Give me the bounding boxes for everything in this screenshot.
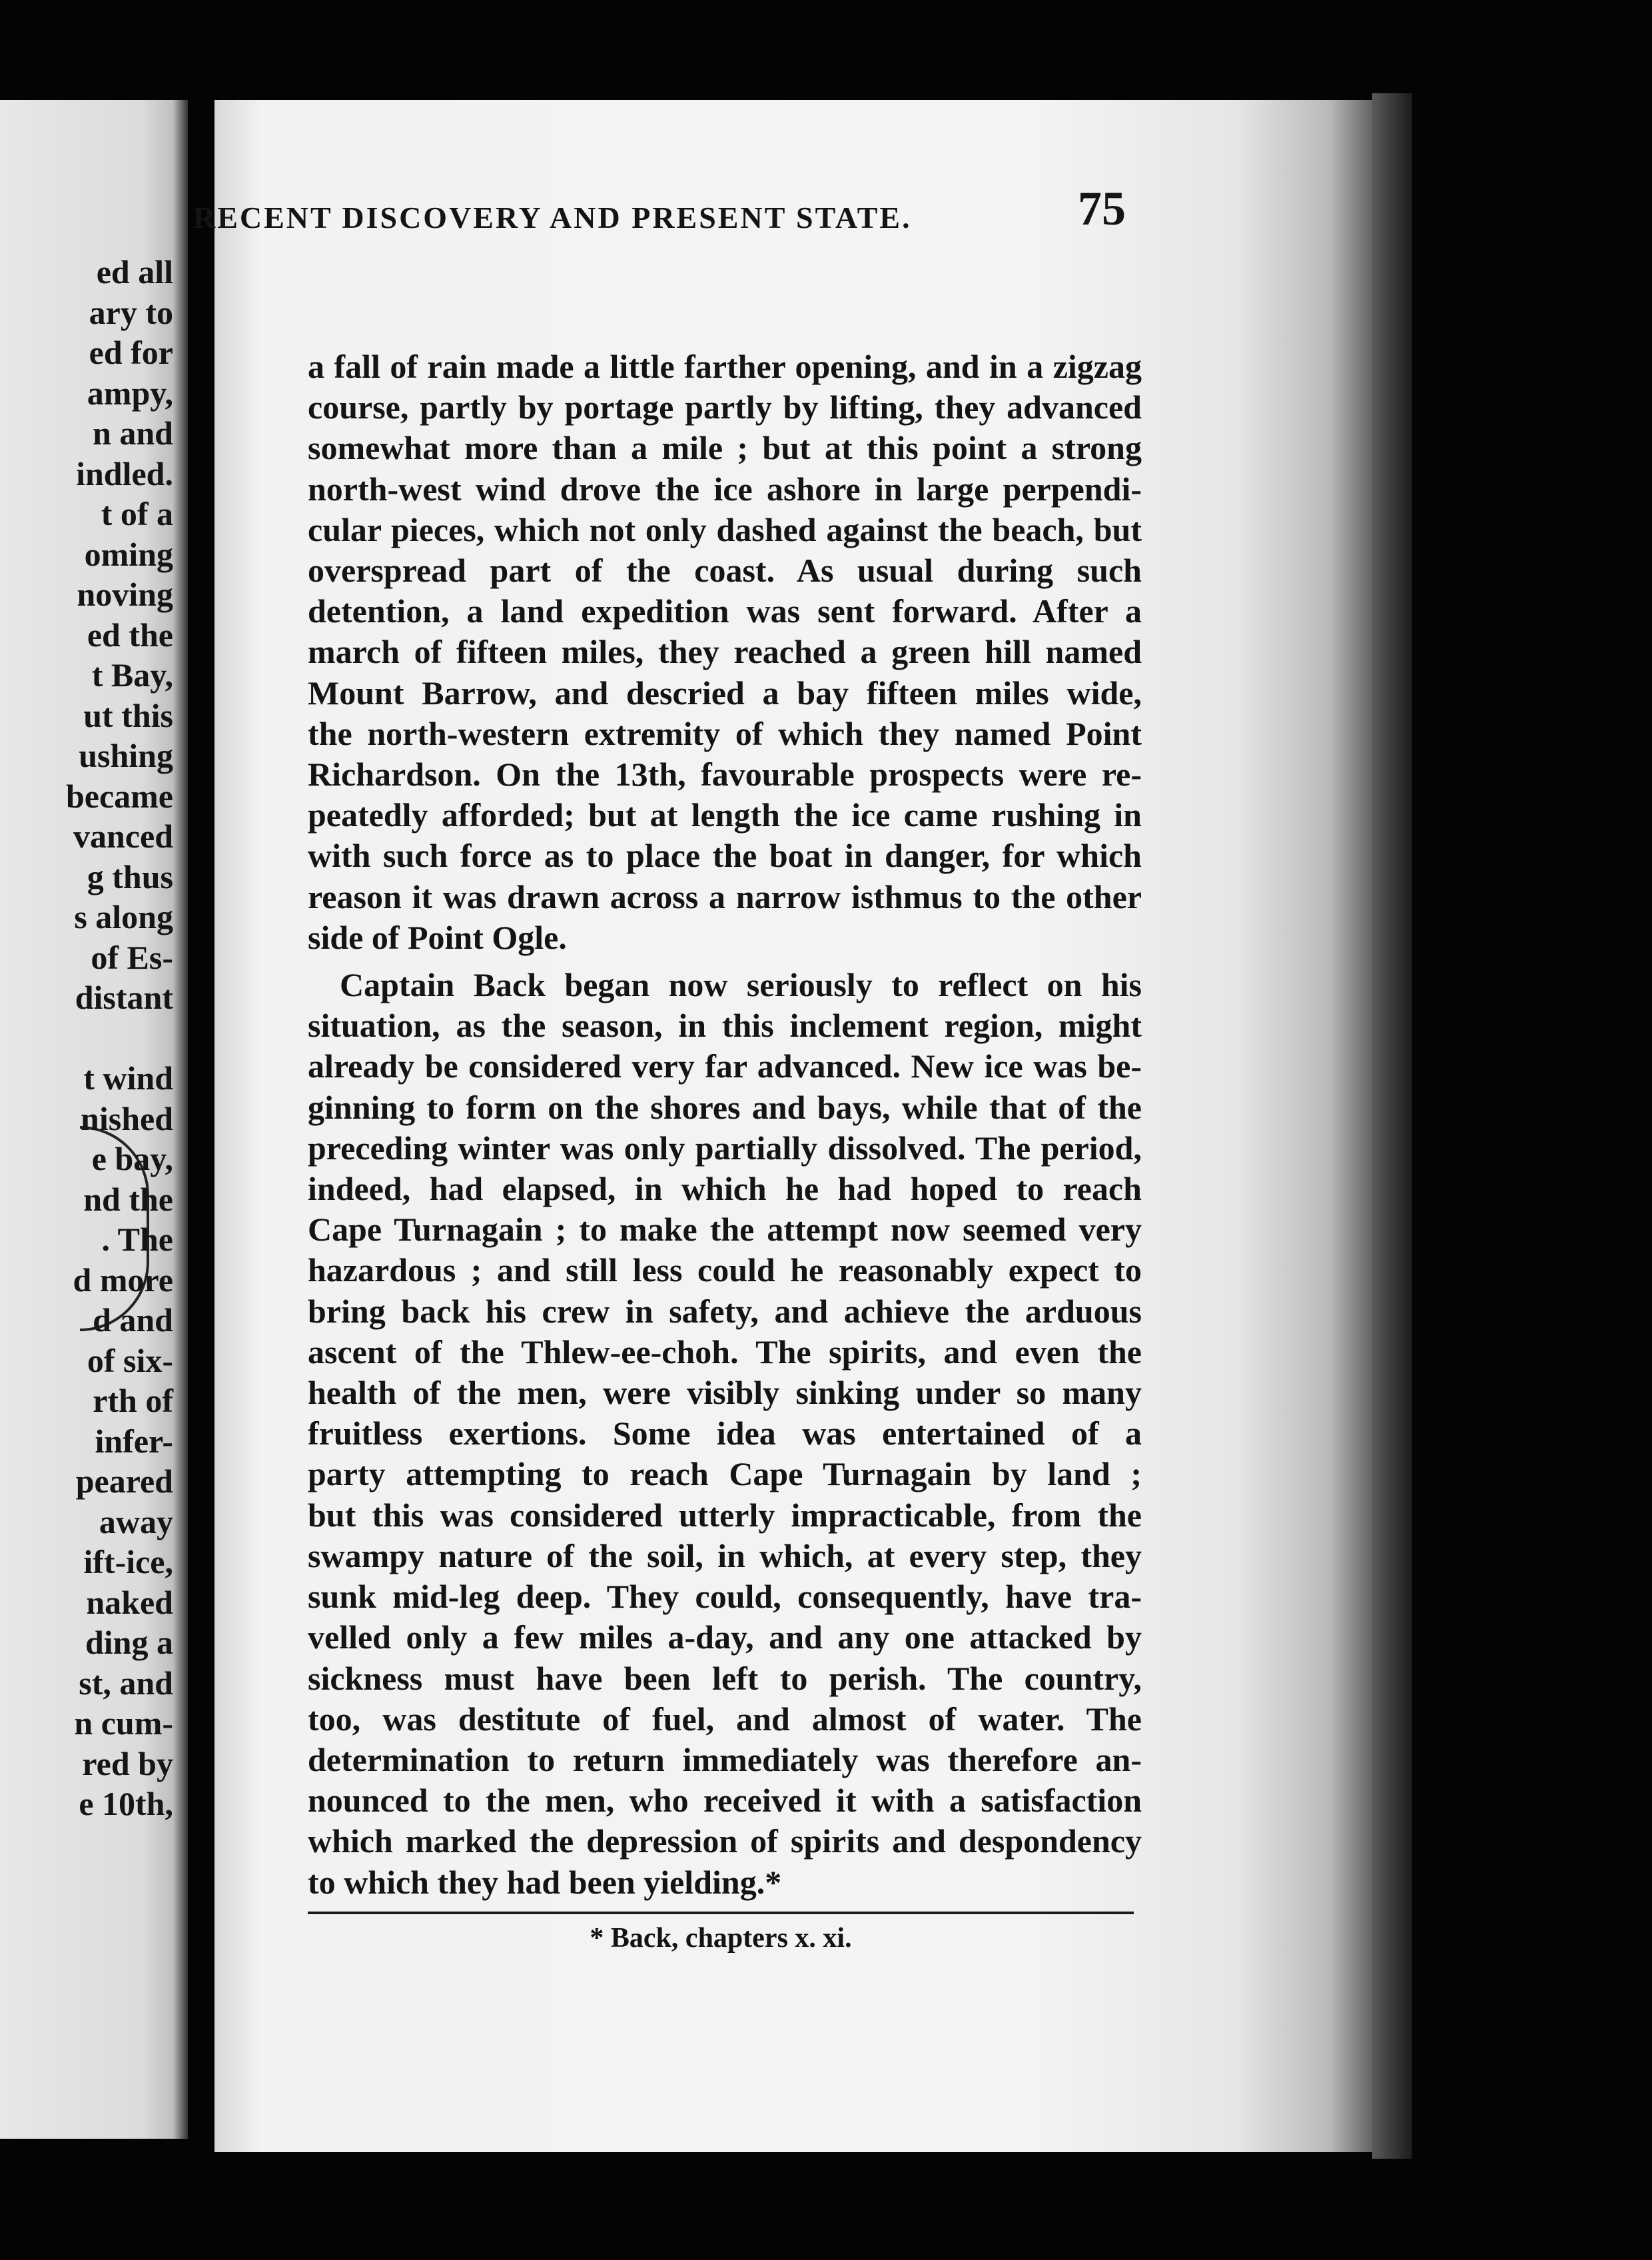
text-line: velled only a few miles a-day, and any one attacked by bbox=[308, 1618, 1142, 1656]
left-page-fragment: ed the bbox=[87, 616, 173, 654]
left-page-fragment: ed for bbox=[89, 334, 173, 371]
left-page-fragment: g thus bbox=[87, 857, 173, 895]
left-page-fragment: st, and bbox=[79, 1664, 173, 1702]
text-line: somewhat more than a mile ; but at this point a strong bbox=[308, 429, 1142, 467]
running-head: RECENT DISCOVERY AND PRESENT STATE. bbox=[193, 201, 912, 235]
text-line: detention, a land expedition was sent forward. After a bbox=[308, 592, 1142, 630]
text-line: hazardous ; and still less could he reasonably expect to bbox=[308, 1251, 1142, 1289]
text-line: which marked the depression of spirits and despondency bbox=[308, 1822, 1142, 1860]
text-line: march of fifteen miles, they reached a green hill named bbox=[308, 633, 1142, 671]
text-line: sickness must have been left to perish. The country, bbox=[308, 1659, 1142, 1697]
left-page-fragment: d and bbox=[93, 1301, 173, 1339]
left-page-fragment: . The bbox=[101, 1221, 173, 1258]
left-page-fragment: red by bbox=[82, 1744, 173, 1782]
left-facing-page bbox=[0, 100, 188, 2139]
left-page-fragment: t of a bbox=[101, 495, 173, 532]
text-line: but this was considered utterly impracticable, from the bbox=[308, 1496, 1142, 1534]
paragraph-1 bbox=[308, 346, 1142, 958]
left-page-fragment: ed all bbox=[96, 253, 173, 290]
left-page-fragment: e bay, bbox=[91, 1140, 173, 1177]
left-page-fragment: n and bbox=[93, 414, 173, 452]
left-page-fragment: ary to bbox=[89, 293, 173, 331]
left-page-fragment: of Es- bbox=[91, 938, 173, 976]
left-page-fragment: peared bbox=[75, 1462, 173, 1500]
left-page-fragment: n cum- bbox=[74, 1704, 173, 1742]
text-line: reason it was drawn across a narrow isthmus to the other bbox=[308, 877, 1142, 915]
text-line: fruitless exertions. Some idea was entertained of a bbox=[308, 1414, 1142, 1452]
paragraph-2 bbox=[308, 965, 1142, 1903]
text-line: party attempting to reach Cape Turnagain by land ; bbox=[308, 1455, 1142, 1493]
text-line: with such force as to place the boat in danger, for which bbox=[308, 837, 1142, 875]
left-page-fragment: noving bbox=[77, 576, 173, 613]
text-line: indeed, had elapsed, in which he had hoped to reach bbox=[308, 1170, 1142, 1208]
text-line: situation, as the season, in this inclement region, might bbox=[308, 1007, 1142, 1045]
text-line: nounced to the men, who received it with a satisfaction bbox=[308, 1782, 1142, 1820]
text-line: ascent of the Thlew-ee-choh. The spirits, and even the bbox=[308, 1333, 1142, 1371]
left-page-fragment: ushing bbox=[79, 737, 173, 774]
text-line: peatedly afforded; but at length the ice came rushing in bbox=[308, 796, 1142, 834]
left-page-fragment: ift-ice, bbox=[83, 1543, 173, 1580]
page-number: 75 bbox=[1078, 182, 1126, 235]
text-line: the north-western extremity of which they named Point bbox=[308, 714, 1142, 752]
text-line: course, partly by portage partly by lifting, they advanced bbox=[308, 388, 1142, 426]
left-page-fragment: t Bay, bbox=[91, 656, 173, 694]
text-line: side of Point Ogle. bbox=[308, 918, 567, 956]
left-page-fragment: s along bbox=[74, 898, 173, 935]
left-page-fragment: oming bbox=[84, 535, 173, 573]
text-line: sunk mid-leg deep. They could, consequently, have tra- bbox=[308, 1578, 1142, 1616]
left-page-fragment: rth of bbox=[93, 1382, 173, 1419]
text-line: swampy nature of the soil, in which, at every step, they bbox=[308, 1536, 1142, 1574]
body-text bbox=[308, 346, 1142, 1903]
text-line: preceding winter was only partially dissolved. The period, bbox=[308, 1129, 1142, 1167]
left-page-fragment: nd the bbox=[83, 1180, 173, 1218]
page-header bbox=[193, 181, 1126, 241]
left-page-fragment: ampy, bbox=[87, 374, 173, 412]
left-page-fragment: nished bbox=[81, 1099, 173, 1137]
text-line: Richardson. On the 13th, favourable prospects were re- bbox=[308, 756, 1142, 794]
left-page-fragment: ut this bbox=[83, 696, 173, 734]
text-line: north-west wind drove the ice ashore in large perpendi- bbox=[308, 470, 1142, 508]
text-line: already be considered very far advanced. New ice was be- bbox=[308, 1047, 1142, 1085]
text-line: Mount Barrow, and descried a bay fifteen miles wide, bbox=[308, 674, 1142, 712]
text-line: a fall of rain made a little farther opening, and in a zigzag bbox=[308, 348, 1142, 385]
book-spine-edge bbox=[1372, 93, 1412, 2159]
text-line: determination to return immediately was therefore an- bbox=[308, 1740, 1142, 1778]
left-page-fragment: vanced bbox=[73, 818, 173, 855]
left-page-fragment: indled. bbox=[76, 454, 173, 492]
text-line: Captain Back began now seriously to reflect on his bbox=[340, 966, 1142, 1004]
left-page-fragment: ding a bbox=[85, 1624, 173, 1661]
left-page-fragment: became bbox=[65, 777, 173, 815]
left-page-fragment: d more bbox=[73, 1261, 173, 1299]
footnote: * Back, chapters x. xi. bbox=[590, 1923, 852, 1954]
text-line: ginning to form on the shores and bays, while that of the bbox=[308, 1088, 1142, 1126]
left-page-fragment: naked bbox=[86, 1583, 173, 1621]
left-page-fragment: infer- bbox=[95, 1422, 173, 1460]
text-line: to which they had been yielding.* bbox=[308, 1863, 782, 1901]
left-page-fragment: distant bbox=[75, 979, 173, 1016]
left-page-fragment: t wind bbox=[83, 1059, 173, 1097]
text-line: overspread part of the coast. As usual during such bbox=[308, 552, 1142, 590]
text-line: cular pieces, which not only dashed against the beach, but bbox=[308, 510, 1142, 548]
left-page-fragment: e 10th, bbox=[79, 1785, 173, 1822]
footnote-rule bbox=[308, 1912, 1134, 1914]
text-line: Cape Turnagain ; to make the attempt now seemed very bbox=[308, 1211, 1142, 1249]
text-line: health of the men, were visibly sinking under so many bbox=[308, 1374, 1142, 1412]
left-page-fragment: of six- bbox=[87, 1341, 173, 1379]
left-page-fragment: away bbox=[99, 1502, 173, 1540]
text-line: too, was destitute of fuel, and almost of water. The bbox=[308, 1700, 1142, 1738]
text-line: bring back his crew in safety, and achieve the arduous bbox=[308, 1292, 1142, 1330]
